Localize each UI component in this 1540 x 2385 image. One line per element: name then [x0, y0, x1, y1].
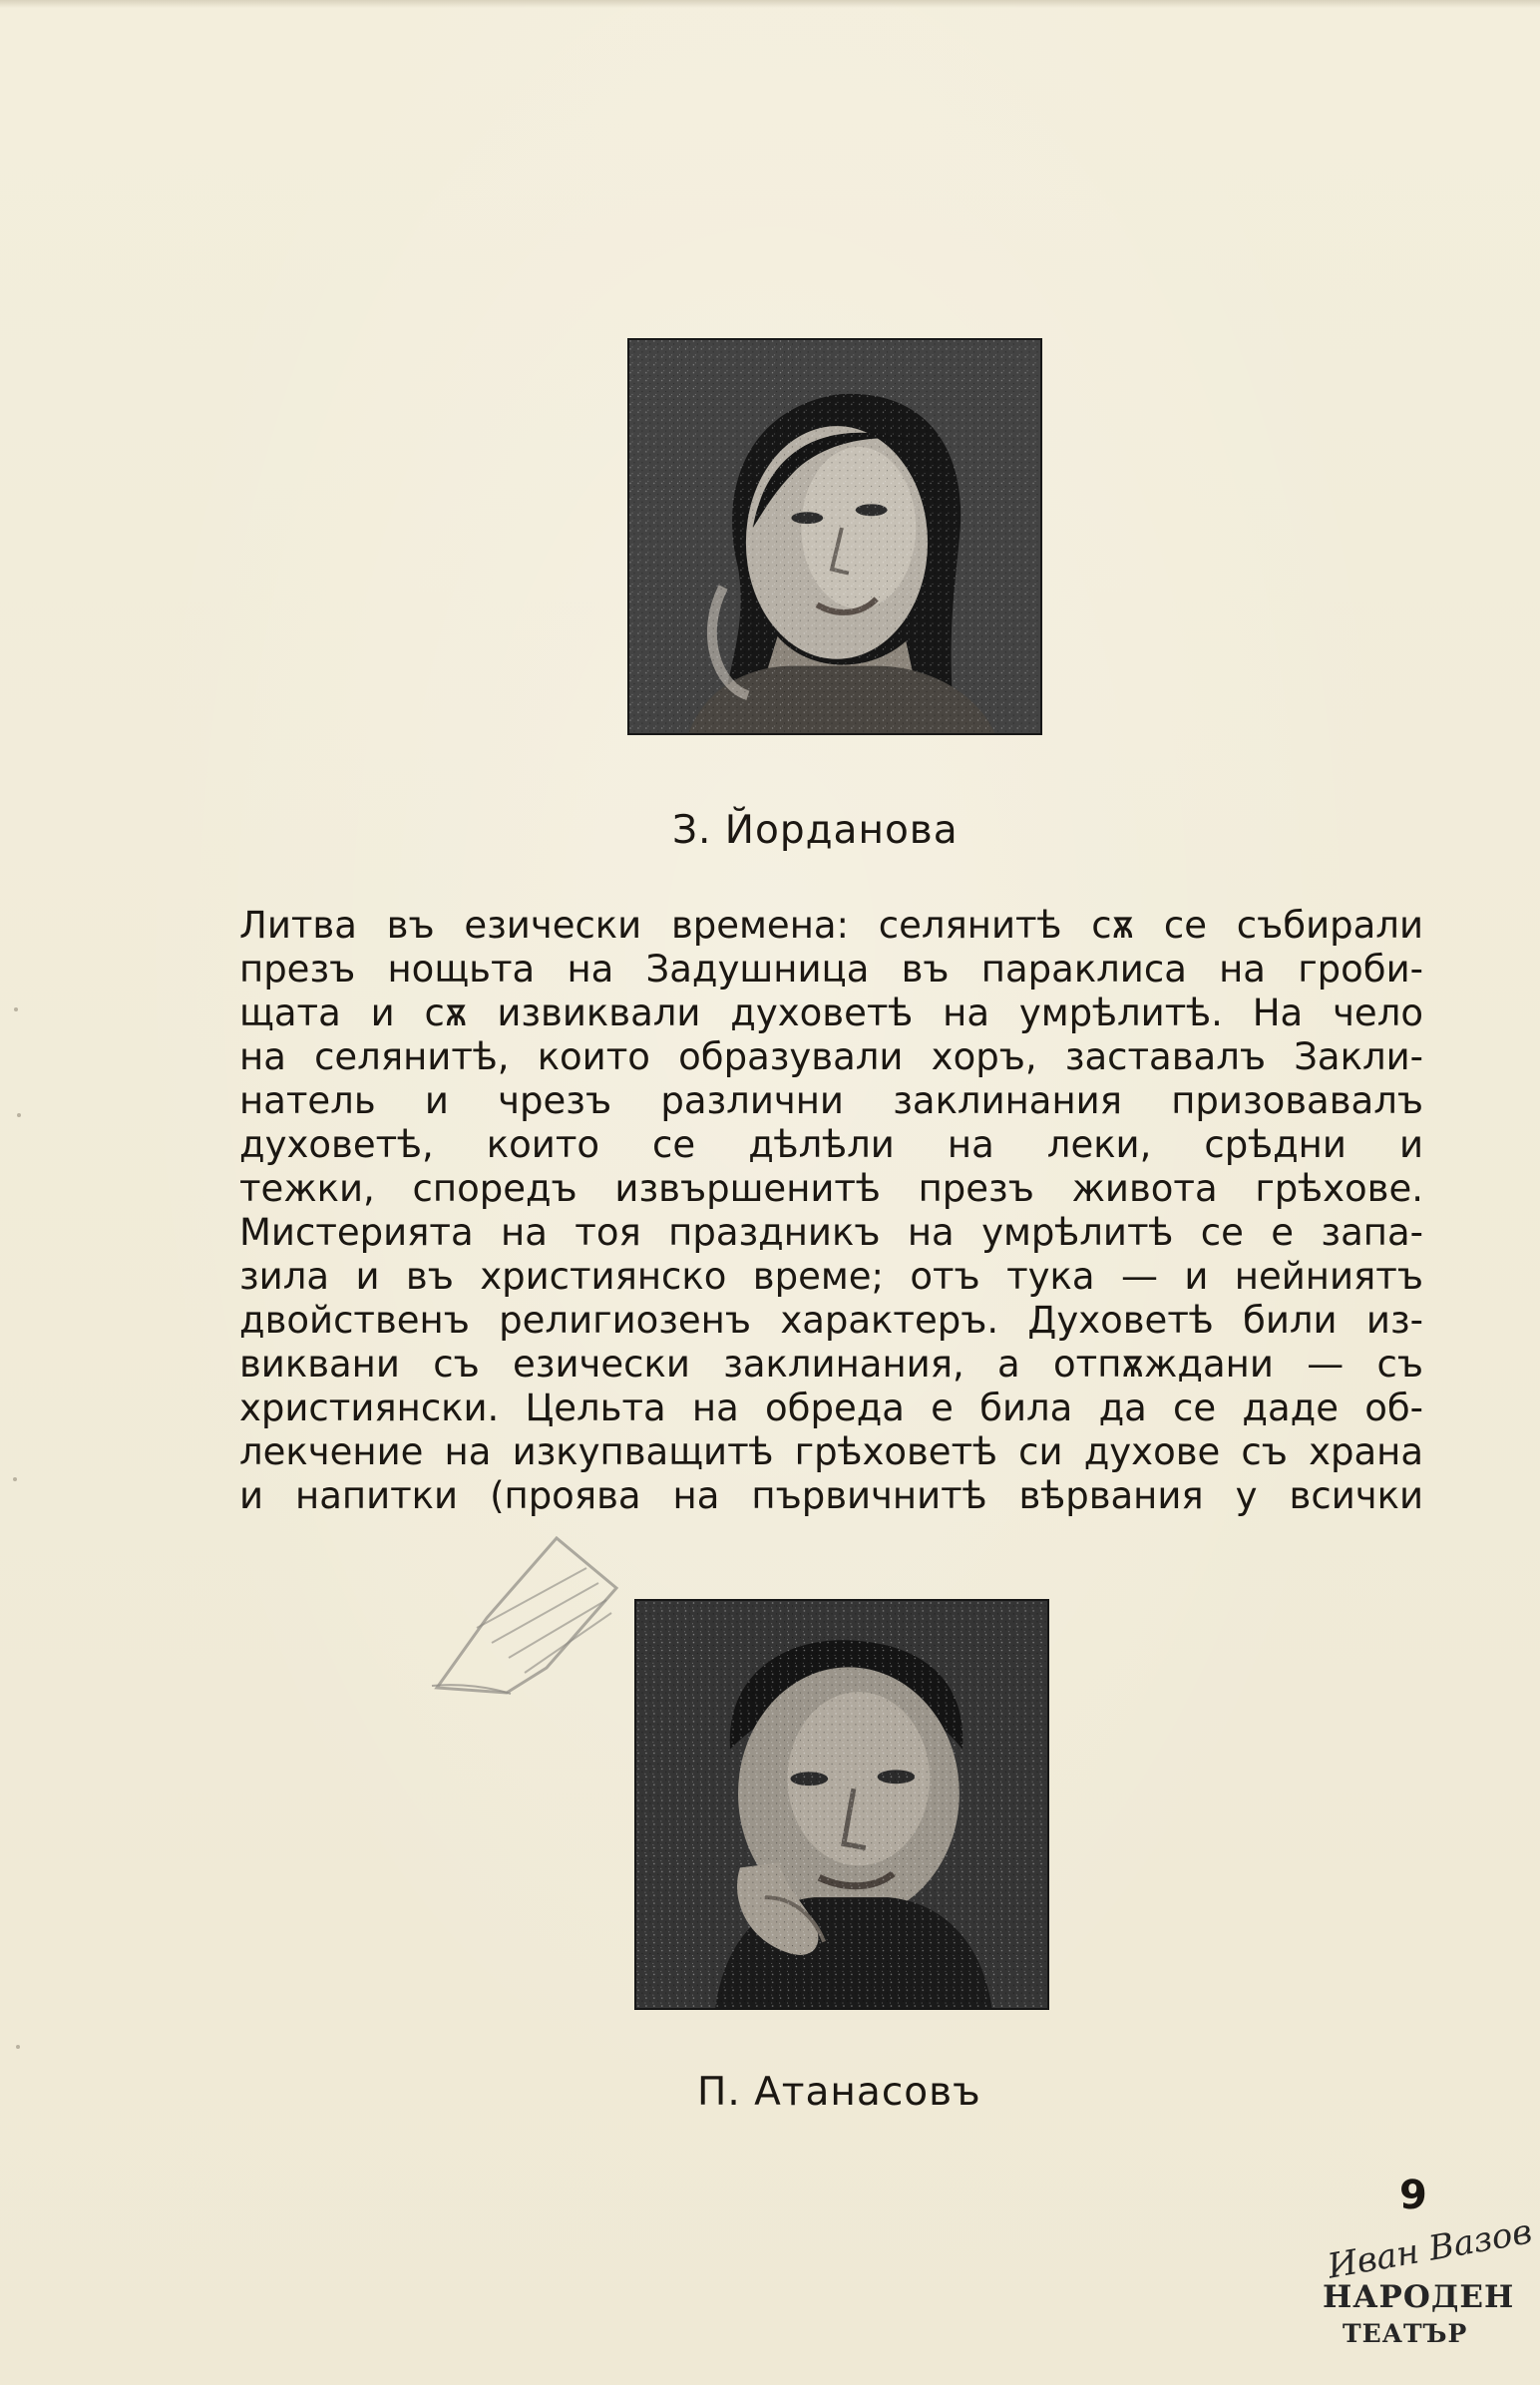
stamp-line-1: НАРОДЕН	[1323, 2279, 1515, 2315]
body-line: лекчение на изкупващитѣ грѣховетѣ си духове съ храна	[239, 1430, 1423, 1473]
photo-caption-2: П. Атанасовъ	[697, 2070, 981, 2115]
body-line: тежки, споредъ извършенитѣ презъ живота грѣхове.	[239, 1167, 1423, 1210]
body-line: духоветѣ, които се дѣлѣли на леки, срѣдни и	[239, 1123, 1423, 1166]
body-line: двойственъ религиозенъ характеръ. Духоветѣ били из-	[239, 1299, 1423, 1342]
portrait-image	[636, 1601, 1047, 2008]
body-line: натель и чрезъ различни заклинания призовавалъ	[239, 1079, 1423, 1122]
body-line: Литва въ езически времена: селянитѣ сѫ се събирали	[239, 904, 1423, 947]
page-number: 9	[1399, 2173, 1427, 2218]
page-edge	[0, 0, 1540, 8]
portrait-photo-woman	[627, 338, 1042, 735]
portrait-photo-man	[634, 1599, 1049, 2010]
library-stamp	[1319, 2211, 1535, 2369]
pencil-sketch-mark	[417, 1518, 631, 1708]
body-line: презъ нощьта на Задушница въ параклиса на гроби-	[239, 948, 1423, 991]
page-edge-marks	[0, 0, 32, 2385]
photo-caption-1: З. Йорданова	[672, 808, 959, 853]
stamp-signature: Иван Вазов	[1325, 2211, 1535, 2287]
portrait-image	[629, 340, 1040, 733]
stamp-line-2: ТЕАТЪР	[1343, 2319, 1468, 2348]
body-line: на селянитѣ, които образували хоръ, заставалъ Закли-	[239, 1035, 1423, 1078]
body-line: и напитки (проява на първичнитѣ вѣрвания у всички	[239, 1474, 1423, 1517]
body-line: християнски. Цельта на обреда е била да се даде об-	[239, 1387, 1423, 1429]
body-line: зила и въ християнско време; отъ тука — и нейниятъ	[239, 1255, 1423, 1298]
body-line: Мистерията на тоя праздникъ на умрѣлитѣ се е запа-	[239, 1211, 1423, 1254]
body-line: виквани съ езически заклинания, а отпѫждани — съ	[239, 1343, 1423, 1386]
body-paragraph	[239, 904, 1423, 1518]
body-line: щата и сѫ извиквали духоветѣ на умрѣлитѣ. На чело	[239, 992, 1423, 1034]
